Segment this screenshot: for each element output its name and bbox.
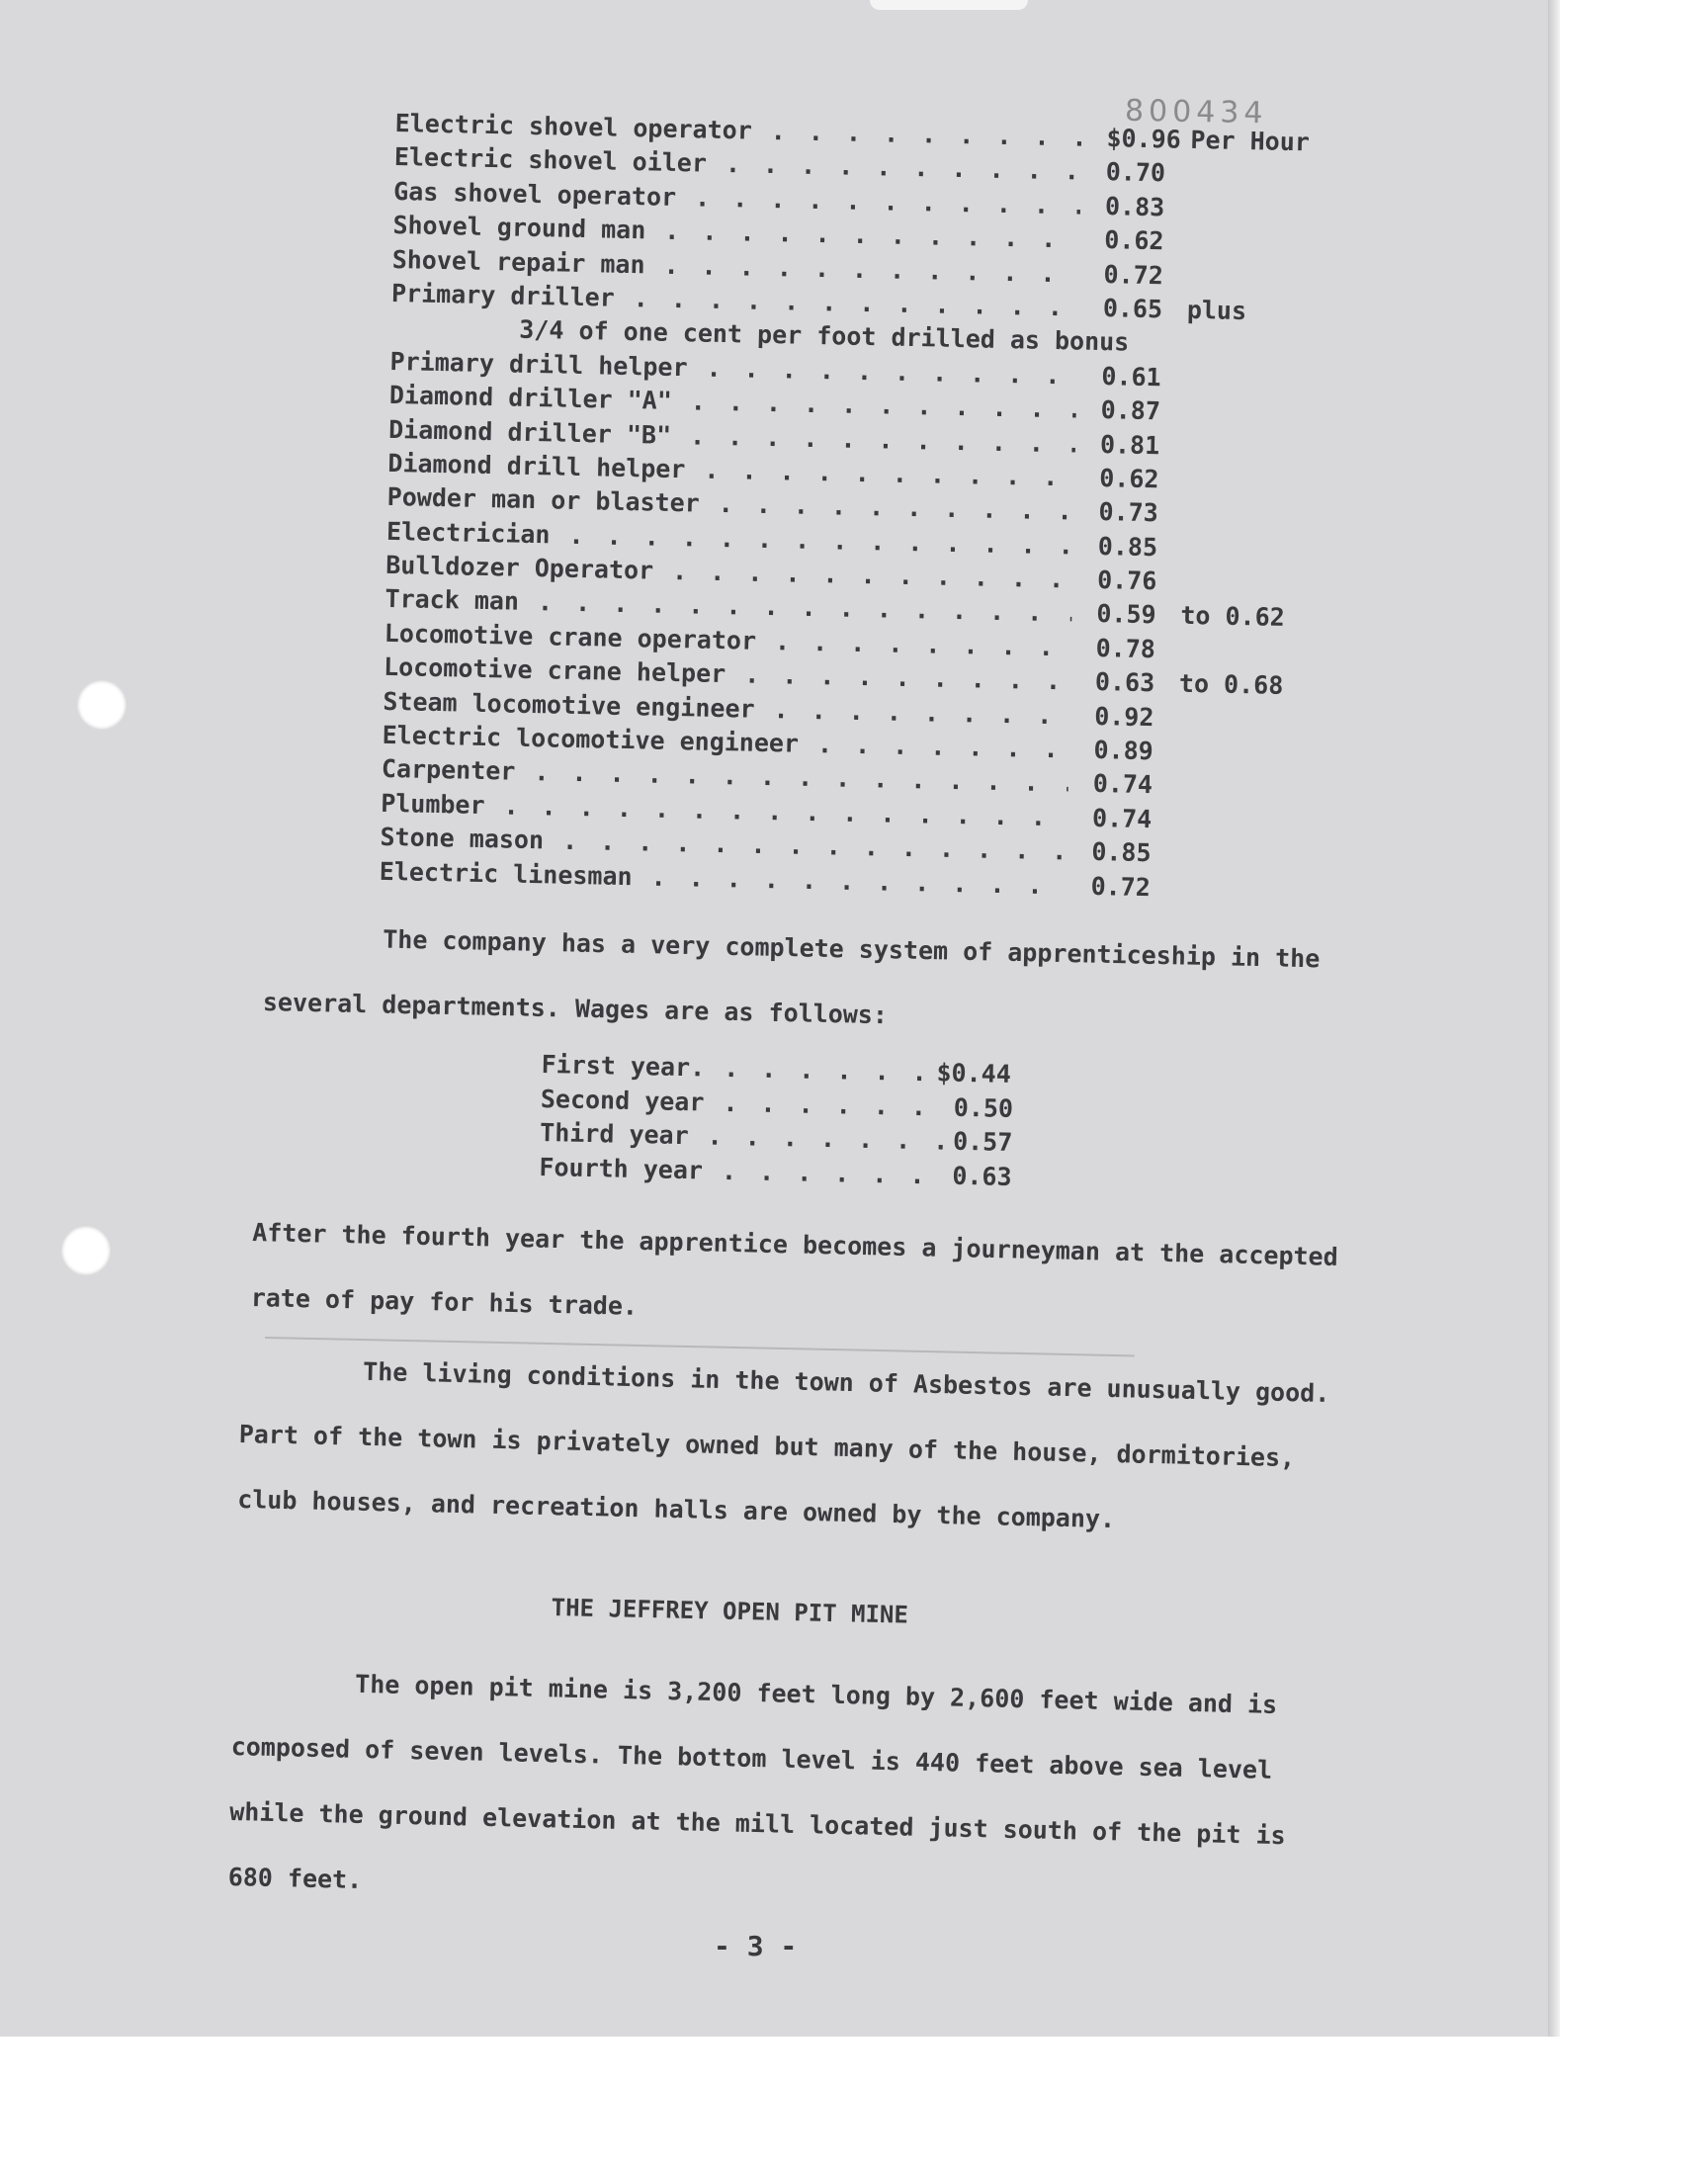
apprentice-year: First year. . . . bbox=[541, 1048, 945, 1090]
job-title: Electric locomotive engineer . . . bbox=[382, 719, 1069, 767]
document-stamp-number: 800434 bbox=[1124, 93, 1268, 131]
job-title: Carpenter . . . bbox=[382, 752, 1069, 801]
journeyman-paragraph bbox=[250, 1200, 1338, 1355]
paragraph-line: while the ground elevation at the mill located just south of the pit is bbox=[228, 1796, 1286, 1851]
job-title: Shovel repair man . . . bbox=[391, 243, 1079, 292]
paragraph-line: The living conditions in the town of Asbestos are unusually good. bbox=[362, 1356, 1330, 1408]
paragraph-line: After the fourth year the apprentice becomes a journeyman at the accepted bbox=[251, 1217, 1339, 1271]
paragraph-line: rate of pay for his trade. bbox=[250, 1282, 639, 1321]
hourly-wage: 0.65 bbox=[1102, 293, 1163, 324]
section-heading: THE JEFFREY OPEN PIT MINE bbox=[551, 1594, 909, 1629]
job-title: Electric shovel operator . . . bbox=[394, 107, 1082, 155]
mine-description-paragraph bbox=[227, 1649, 1289, 1934]
hourly-wage: 0.74 bbox=[1092, 769, 1153, 800]
job-title: Primary drill helper . . . bbox=[389, 345, 1077, 393]
paragraph-line: club houses, and recreation halls are owned by the company. bbox=[236, 1484, 1116, 1534]
hourly-wage: 0.87 bbox=[1100, 395, 1161, 426]
living-conditions-paragraph bbox=[237, 1337, 1331, 1557]
page-edge bbox=[1548, 0, 1560, 2037]
hourly-wage: 0.85 bbox=[1091, 837, 1152, 868]
paragraph-line: 680 feet. bbox=[227, 1862, 363, 1895]
job-title: Diamond drill helper . . . bbox=[387, 447, 1075, 495]
job-title: Electric shovel oiler . . . bbox=[394, 140, 1082, 189]
paragraph-line: The company has a very complete system of apprenticeship in the bbox=[382, 924, 1321, 974]
job-title: Track man . . . bbox=[384, 582, 1072, 631]
hourly-wage: 0.57 bbox=[952, 1126, 1013, 1157]
job-title: Locomotive crane operator . . . bbox=[384, 617, 1071, 665]
hourly-wage: 0.63 bbox=[1094, 667, 1155, 698]
bonus-note: 3/4 of one cent per foot drilled as bonus bbox=[519, 315, 1130, 357]
job-title: Electrician . . . bbox=[386, 515, 1074, 564]
hourly-wage: $0.96 bbox=[1106, 124, 1182, 154]
hourly-wage: 0.92 bbox=[1093, 701, 1154, 732]
hourly-wage: 0.73 bbox=[1098, 497, 1159, 528]
page-number: - 3 - bbox=[714, 1930, 798, 1962]
job-title: Locomotive crane helper . . . bbox=[384, 651, 1071, 699]
job-title: Diamond driller "B" . . . bbox=[388, 412, 1076, 461]
job-title: Powder man or blaster . . . bbox=[386, 480, 1074, 529]
job-title: Bulldozer Operator . . . bbox=[385, 549, 1073, 597]
job-title: Diamond driller "A" . . . bbox=[389, 379, 1077, 427]
hourly-wage: 0.63 bbox=[952, 1161, 1012, 1191]
job-title: Shovel ground man . . . bbox=[392, 209, 1080, 257]
hourly-wage: 0.83 bbox=[1104, 191, 1165, 222]
hourly-wage: 0.72 bbox=[1103, 259, 1164, 290]
apprentice-year: Second year . . . bbox=[541, 1082, 945, 1124]
wage-range-end: to 0.68 bbox=[1178, 668, 1284, 701]
wage-rate-table bbox=[379, 107, 1383, 910]
apprentice-wage-table bbox=[539, 1048, 1056, 1195]
job-title: Electric linesman . . . bbox=[379, 854, 1067, 903]
wage-suffix: plus bbox=[1186, 295, 1247, 326]
paragraph-line: Part of the town is privately owned but many of the house, dormitories, bbox=[238, 1419, 1296, 1473]
paragraph-line: several departments. Wages are as follows: bbox=[262, 987, 889, 1030]
job-title: Stone mason . . . bbox=[380, 821, 1068, 869]
apprenticeship-paragraph bbox=[262, 905, 1321, 1057]
job-title: Steam locomotive engineer . . . bbox=[383, 685, 1070, 734]
hourly-wage: 0.61 bbox=[1101, 361, 1161, 392]
hourly-wage: 0.50 bbox=[953, 1092, 1014, 1123]
hourly-wage: 0.85 bbox=[1097, 531, 1158, 562]
job-title: Gas shovel operator . . . bbox=[393, 175, 1081, 223]
job-title: Primary driller . . . bbox=[391, 277, 1079, 325]
hourly-wage: 0.72 bbox=[1090, 871, 1152, 902]
wage-unit: Per Hour bbox=[1190, 125, 1311, 157]
hourly-wage: 0.81 bbox=[1099, 429, 1160, 460]
hourly-wage: 0.59 bbox=[1096, 599, 1156, 630]
hourly-wage: 0.70 bbox=[1105, 157, 1166, 188]
punch-hole-top bbox=[77, 680, 127, 730]
paragraph-line: composed of seven levels. The bottom level is 440 feet above sea level bbox=[230, 1731, 1273, 1784]
apprentice-year: Third year . . . bbox=[540, 1116, 944, 1159]
apprentice-year: Fourth year . . . bbox=[539, 1150, 943, 1192]
hourly-wage: 0.74 bbox=[1091, 803, 1153, 833]
hourly-wage: 0.76 bbox=[1096, 566, 1157, 596]
hourly-wage: 0.62 bbox=[1104, 225, 1164, 256]
wage-range-end: to 0.62 bbox=[1180, 601, 1286, 633]
torn-corner bbox=[870, 0, 1028, 10]
job-title: Plumber . . . bbox=[381, 787, 1068, 835]
hourly-wage: 0.62 bbox=[1098, 463, 1159, 494]
punch-hole-bottom bbox=[61, 1226, 111, 1275]
hourly-wage: $0.44 bbox=[936, 1058, 1012, 1088]
hourly-wage: 0.78 bbox=[1095, 633, 1156, 664]
hourly-wage: 0.89 bbox=[1093, 735, 1154, 766]
paragraph-line: The open pit mine is 3,200 feet long by 2,600 feet wide and is bbox=[354, 1669, 1278, 1719]
